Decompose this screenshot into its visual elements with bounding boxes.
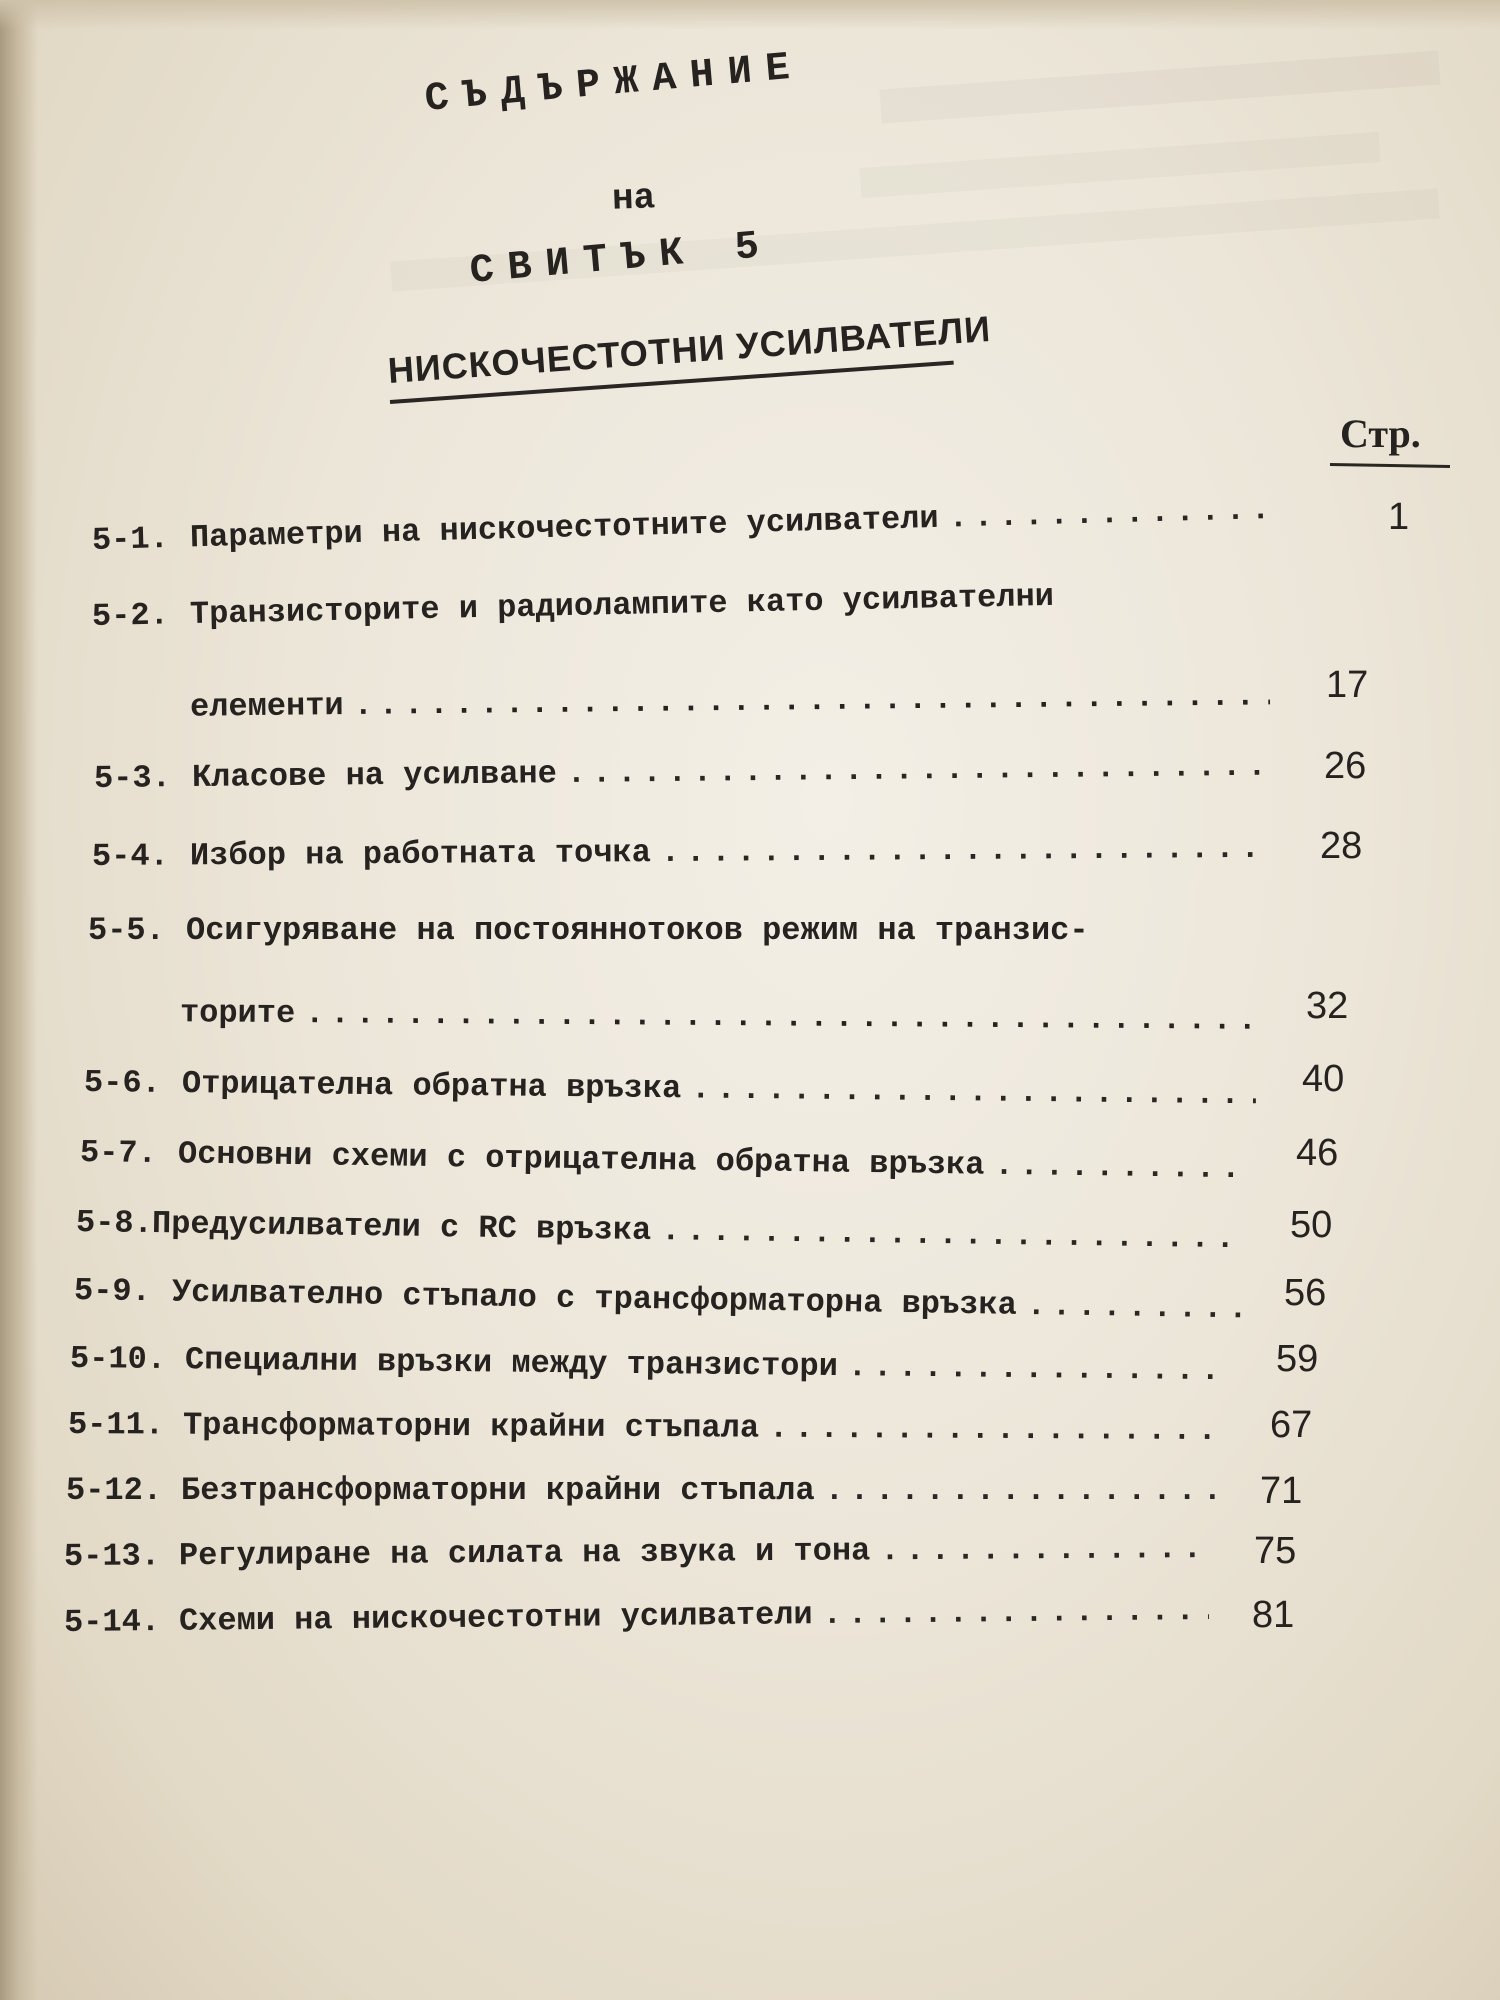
- toc-entry-title: Класове на усилване: [191, 755, 558, 796]
- toc-leader-dots: [880, 1530, 1209, 1569]
- toc-entry-number: 5-14.: [63, 1602, 161, 1641]
- toc-entry-title: Регулиране на силата на звука и тона: [178, 1532, 871, 1575]
- toc-entry-title: Параметри на нискочестотните усилватели: [189, 499, 940, 557]
- toc-entry-title: Избор на работната точка: [189, 834, 651, 875]
- toc-page-number: 56: [1284, 1272, 1327, 1314]
- toc-entry-number: 5-11.: [67, 1406, 165, 1444]
- toc-entry: [80, 1134, 1252, 1187]
- toc-entry-title: Осигуряване на постояннотоков режим на транзис-: [186, 912, 1089, 949]
- document-subtitle: НИСКОЧЕСТОТНИ УСИЛВАТЕЛИ: [386, 307, 993, 391]
- toc-entry: [64, 1530, 1209, 1575]
- toc-leader-dots: [661, 830, 1267, 871]
- toc-entry: [68, 1406, 1223, 1449]
- toc-entry-title-continued: торите: [179, 994, 296, 1033]
- toc-entry-title: Схеми на нискочестотни усилватели: [178, 1596, 813, 1640]
- toc-page-number: 32: [1306, 985, 1349, 1027]
- toc-entry-number: 5-10.: [69, 1340, 167, 1379]
- toc-page-number: 17: [1326, 664, 1369, 706]
- toc-entry: [74, 1272, 1246, 1327]
- toc-leader-dots: [848, 1348, 1230, 1389]
- toc-leader-dots: [994, 1147, 1252, 1188]
- toc-leader-dots: [305, 995, 1258, 1039]
- toc-leader-dots: [661, 1212, 1248, 1257]
- toc-entry: [70, 1340, 1230, 1389]
- toc-page-number: 50: [1290, 1204, 1333, 1246]
- toc-entry-title: Усилвателно стъпало с трансформаторна връзка: [171, 1273, 1018, 1324]
- toc-page-number: 1: [1388, 496, 1410, 538]
- toc-page-number: 67: [1270, 1404, 1313, 1446]
- toc-entry: [92, 491, 1278, 559]
- toc-entry-number: 5-2.: [91, 596, 170, 635]
- toc-entry-number: 5-6.: [83, 1064, 162, 1102]
- toc-page-number: 81: [1252, 1594, 1295, 1636]
- toc-page-number: 46: [1296, 1132, 1339, 1174]
- toc-page-number: 75: [1254, 1530, 1297, 1572]
- toc-entry-continuation: [180, 994, 1258, 1039]
- toc-entry-title: Специални връзки между транзистори: [184, 1341, 839, 1386]
- toc-entry-title-continued: елементи: [189, 687, 344, 726]
- toc-entry: [92, 574, 1243, 635]
- toc-entry-title: Предусилватели с RC връзка: [151, 1205, 652, 1250]
- volume-title: СВИТЪК 5: [468, 223, 775, 295]
- toc-leader-dots: [691, 1070, 1256, 1113]
- toc-entry-title: Трансформаторни крайни стъпала: [182, 1406, 760, 1447]
- toc-page-number: 71: [1260, 1470, 1303, 1512]
- page-column-header: Стр.: [1340, 411, 1421, 456]
- toc-entry-number: 5-8.: [75, 1204, 154, 1243]
- toc-leader-dots: [567, 748, 1269, 792]
- toc-entry-number: 5-1.: [91, 519, 170, 559]
- title-preposition: на: [611, 177, 656, 220]
- toc-entry-title: Основни схеми с отрицателна обратна връзка: [177, 1135, 985, 1184]
- toc-entry-number: 5-9.: [73, 1272, 152, 1311]
- toc-leader-dots: [769, 1410, 1223, 1449]
- toc-entry-number: 5-12.: [66, 1472, 163, 1509]
- toc-entry: [94, 748, 1269, 797]
- toc-entry-number: 5-4.: [91, 837, 169, 875]
- toc-entry: [66, 1472, 1216, 1509]
- toc-entry-number: 5-7.: [79, 1134, 158, 1173]
- toc-leader-dots: [825, 1472, 1216, 1509]
- toc-page-number: 59: [1276, 1338, 1319, 1380]
- toc-page-number: 26: [1324, 745, 1367, 787]
- toc-entry: [84, 1064, 1256, 1113]
- toc-entry: [92, 830, 1267, 875]
- toc-leader-dots: [948, 491, 1277, 537]
- toc-leader-dots: [1027, 1287, 1247, 1327]
- toc-leader-dots: [353, 677, 1270, 724]
- toc-leader-dots: [822, 1592, 1209, 1633]
- toc-entry-number: 5-13.: [63, 1537, 161, 1575]
- toc-entry-number: 5-5.: [88, 912, 165, 949]
- toc-entry: [88, 912, 1268, 949]
- toc-entry-title: Отрицателна обратна връзка: [181, 1065, 682, 1108]
- toc-entry-title: Безтрансформаторни крайни стъпала: [181, 1472, 815, 1509]
- toc-entry: [76, 1204, 1248, 1257]
- toc-entry: [64, 1592, 1209, 1641]
- toc-page-number: 40: [1302, 1058, 1345, 1100]
- toc-entry-continuation: [190, 677, 1270, 725]
- toc-page-number: 28: [1320, 825, 1363, 867]
- toc-entry-title: Транзисторите и радиолампите като усилвателни: [189, 577, 1055, 633]
- toc-entry-number: 5-3.: [93, 759, 172, 797]
- document-title: СЪДЪРЖАНИЕ: [423, 44, 806, 123]
